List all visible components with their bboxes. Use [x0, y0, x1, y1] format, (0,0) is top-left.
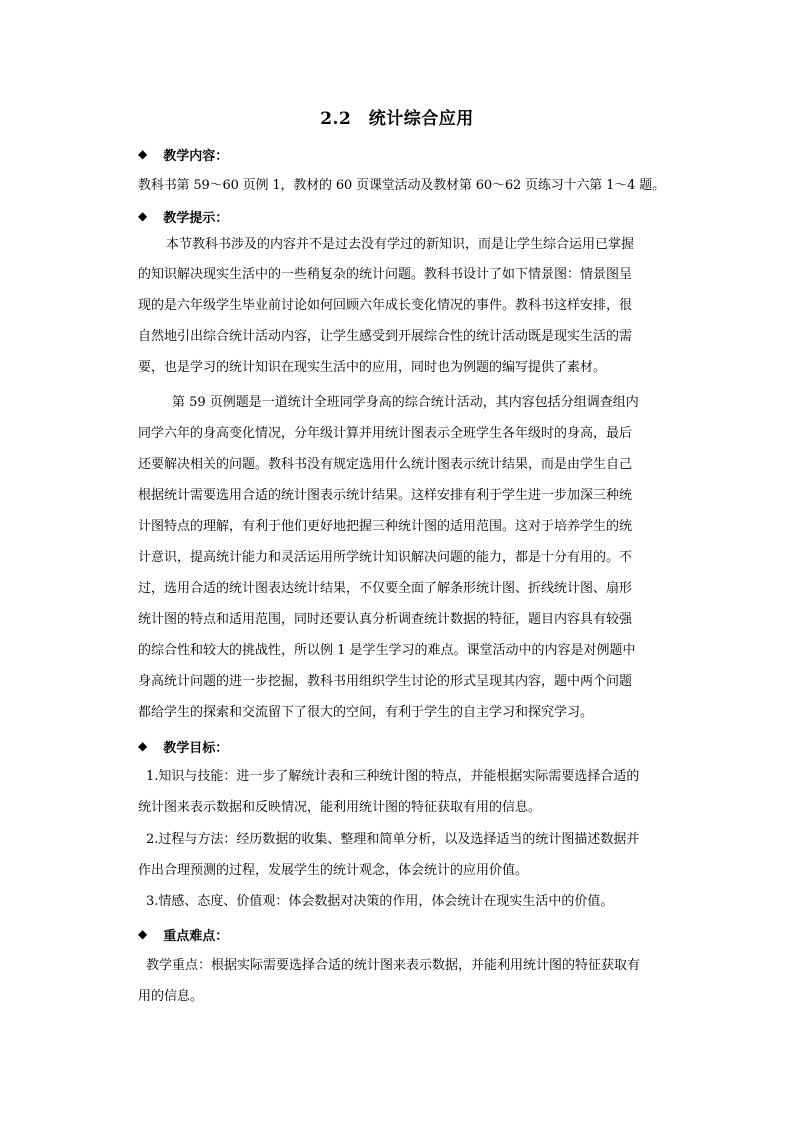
diamond-bullet-icon: ◆	[138, 147, 148, 161]
paragraph-line: 身高统计问题的进一步挖掘，教科书用组织学生讨论的形式呈现其内容，题中两个问题	[138, 674, 633, 689]
paragraph-line: 教科书第 59～60 页例 1，教材的 60 页课堂活动及教材第 60～62 页练习十六第 1～4 题。	[138, 178, 665, 193]
paragraph-line: 3.情感、态度、价值观：体会数据对决策的作用，体会统计在现实生活中的价值。	[146, 894, 614, 909]
paragraph-line: 的综合性和较大的挑战性，所以例 1 是学生学习的难点。课堂活动中的内容是对例题中	[138, 643, 636, 658]
section-heading-hints	[138, 206, 228, 226]
paragraph-line: 要，也是学习的统计知识在现实生活中的应用，同时也为例题的编写提供了素材。	[138, 360, 607, 375]
paragraph-line: 计意识，提高统计能力和灵活运用所学统计知识解决问题的能力，都是十分有用的。不	[138, 550, 633, 565]
paragraph-line: 计图特点的理解，有利于他们更好地把握三种统计图的适用范围。这对于培养学生的统	[138, 519, 633, 534]
section-heading-label: 重点难点：	[163, 928, 229, 944]
section-heading-key-points	[138, 924, 228, 944]
paragraph-line: 自然地引出综合统计活动内容，让学生感受到开展综合性的统计活动既是现实生活的需	[138, 329, 633, 344]
diamond-bullet-icon: ◆	[138, 209, 148, 223]
paragraph-line: 教学重点：根据实际需要选择合适的统计图来表示数据，并能利用统计图的特征获取有	[146, 958, 641, 973]
paragraph-line: 统计图来表示数据和反映情况，能利用统计图的特征获取有用的信息。	[138, 800, 542, 815]
paragraph-line: 同学六年的身高变化情况，分年级计算并用统计图表示全班学生各年级时的身高，最后	[138, 426, 633, 441]
section-heading-content	[138, 144, 228, 164]
paragraph-line: 1.知识与技能：进一步了解统计表和三种统计图的特点，并能根据实际需要选择合适的	[146, 769, 640, 784]
paragraph-line: 现的是六年级学生毕业前讨论如何回顾六年成长变化情况的事件。教科书这样安排，很	[138, 298, 633, 313]
diamond-bullet-icon: ◆	[138, 739, 148, 753]
paragraph-line: 作出合理预测的过程，发展学生的统计观念，体会统计的应用价值。	[138, 863, 529, 878]
paragraph-line: 第 59 页例题是一道统计全班同学身高的综合统计活动，其内容包括分组调查组内	[172, 395, 639, 410]
paragraph-line: 用的信息。	[138, 989, 204, 1004]
paragraph-line: 根据统计需要选用合适的统计图表示统计结果。这样安排有利于学生进一步加深三种统	[138, 488, 633, 503]
paragraph-line: 统计图的特点和适用范围，同时还要认真分析调查统计数据的特征，题目内容具有较强	[138, 612, 633, 627]
section-heading-label: 教学内容：	[163, 148, 229, 164]
section-heading-label: 教学目标：	[163, 740, 229, 756]
paragraph-line: 还要解决相关的问题。教科书没有规定选用什么统计图表示统计结果，而是由学生自己	[138, 457, 633, 472]
section-heading-label: 教学提示：	[163, 210, 229, 226]
paragraph-line: 2.过程与方法：经历数据的收集、整理和简单分析，以及选择适当的统计图描述数据并	[146, 832, 640, 847]
paragraph-line: 都给学生的探索和交流留下了很大的空间，有利于学生的自主学习和探究学习。	[138, 705, 594, 720]
diamond-bullet-icon: ◆	[138, 927, 148, 941]
page-title: 2.2 统计综合应用	[320, 109, 474, 129]
paragraph-line: 的知识解决现实生活中的一些稍复杂的统计问题。教科书设计了如下情景图：情景图呈	[138, 267, 633, 282]
paragraph-line: 本节教科书涉及的内容并不是过去没有学过的新知识，而是让学生综合运用已掌握	[166, 237, 635, 252]
paragraph-line: 过，选用合适的统计图表达统计结果，不仅要全面了解条形统计图、折线统计图、扇形	[138, 581, 633, 596]
section-heading-objectives	[138, 736, 228, 756]
